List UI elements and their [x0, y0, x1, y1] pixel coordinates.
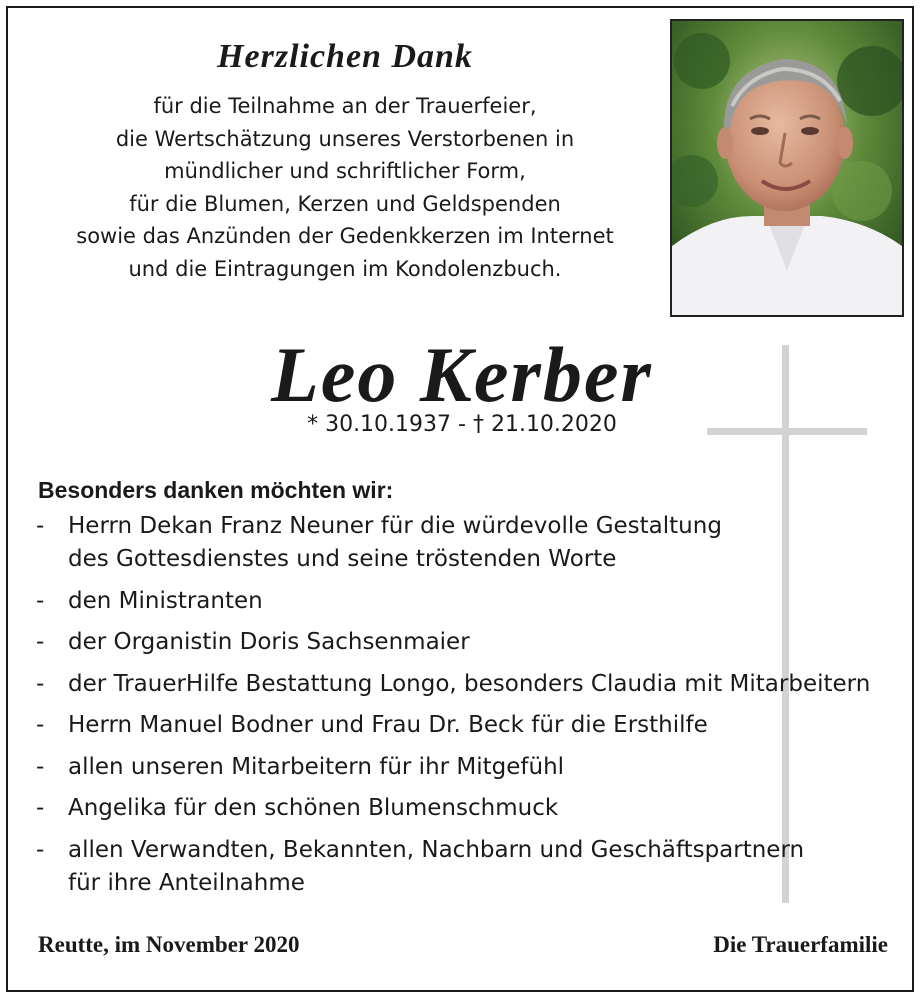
- list-item-text: Angelika für den schönen Blumenschmuck: [68, 795, 559, 821]
- list-item-text: allen Verwandten, Bekannten, Nachbarn und Geschäftspartnern für ihre Anteilnahme: [68, 836, 805, 896]
- dash-icon: -: [36, 629, 45, 655]
- list-item: [36, 668, 870, 701]
- list-item: [36, 834, 870, 900]
- dash-icon: -: [36, 795, 45, 821]
- intro-line: für die Teilnahme an der Trauerfeier,: [153, 94, 537, 118]
- deceased-name: Leo Kerber: [271, 331, 653, 418]
- intro-line: und die Eintragungen im Kondolenzbuch.: [128, 256, 562, 281]
- list-item: [36, 626, 870, 659]
- dash-icon: -: [36, 712, 45, 738]
- list-item: [36, 792, 870, 825]
- thanks-heading: Besonders danken möchten wir:: [38, 477, 394, 503]
- list-item-text: den Ministranten: [68, 587, 263, 614]
- portrait-photo: [670, 19, 904, 317]
- signature: Die Trauerfamilie: [713, 932, 888, 957]
- portrait-image: [672, 21, 902, 315]
- intro-line: sowie das Anzünden der Gedenkkerzen im Internet: [76, 224, 614, 248]
- list-item-text: Herrn Manuel Bodner und Frau Dr. Beck für die Ersthilfe: [68, 712, 708, 738]
- list-item: [36, 510, 870, 576]
- list-item: [36, 709, 870, 742]
- list-item: [36, 751, 870, 784]
- list-item-text: allen unseren Mitarbeitern für ihr Mitgefühl: [68, 753, 565, 780]
- dash-icon: -: [36, 513, 45, 539]
- intro-line: die Wertschätzung unseres Verstorbenen in: [115, 126, 575, 151]
- dash-icon: -: [36, 836, 45, 863]
- dash-icon: -: [36, 753, 45, 780]
- place-and-date: Reutte, im November 2020: [38, 932, 300, 957]
- thanks-list: [36, 510, 870, 908]
- list-item: [36, 585, 870, 618]
- intro-line: für die Blumen, Kerzen und Geldspenden: [129, 191, 561, 216]
- list-item-text: der Organistin Doris Sachsenmaier: [68, 629, 470, 655]
- dash-icon: -: [36, 670, 45, 697]
- notice-title: Herzlichen Dank: [217, 38, 473, 75]
- list-item-text: Herrn Dekan Franz Neuner für die würdevolle Gestaltung des Gottesdienstes und seine tröstenden Worte: [68, 513, 722, 572]
- dash-icon: -: [36, 587, 45, 614]
- life-dates: * 30.10.1937 - † 21.10.2020: [307, 412, 617, 437]
- intro-text: [20, 90, 670, 285]
- intro-line: mündlicher und schriftlicher Form,: [164, 159, 526, 183]
- list-item-text: der TrauerHilfe Bestattung Longo, besonders Claudia mit Mitarbeitern: [68, 670, 871, 697]
